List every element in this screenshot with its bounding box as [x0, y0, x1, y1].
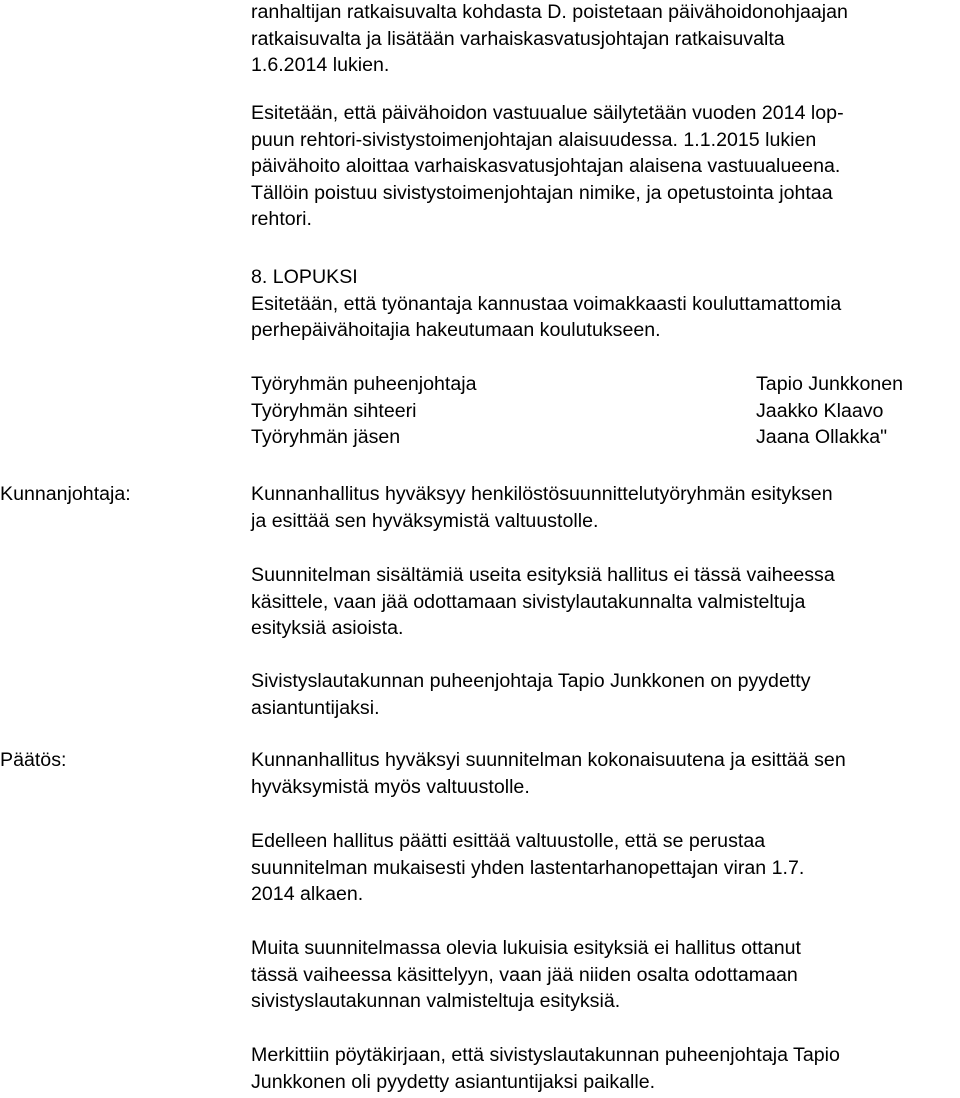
signature-name: Jaana Ollakka" — [756, 426, 888, 448]
lopuksi-paragraph: Esitetään, että työnantaja kannustaa voimakkaasti kouluttamattomia perhepäivähoitajia hakeutumaan koulutukseen. — [251, 292, 842, 341]
signature-role: Työryhmän sihteeri — [251, 399, 417, 422]
vastuualue-paragraph: Esitetään, että päivähoidon vastuualue säilytetään vuoden 2014 lop- puun rehtori-sivistystoimenjohtajan alaisuudessa. 1.1.2015 lukien päivähoito aloittaa varhaiskasvatusjohtajan alaisena vastuualueena. Tällöin poistuu sivistystoimenjohtajan nimike, ja opetustointa johtaa rehtori. — [251, 102, 844, 230]
signature-row — [251, 371, 960, 398]
signature-row — [251, 398, 960, 425]
signature-name: Tapio Junkkonen — [756, 373, 904, 395]
decision-paragraph: Merkittiin pöytäkirjaan, että sivistyslautakunnan puheenjohtaja Tapio Junkkonen oli pyydetty asiantuntijaksi paikalle. — [251, 1044, 840, 1093]
paatos-label: Päätös: — [0, 749, 67, 771]
signature-role: Työryhmän puheenjohtaja — [251, 373, 477, 395]
proposal-paragraph: Kunnanhallitus hyväksyy henkilöstösuunnittelutyöryhmän esityksen ja esittää sen hyväksymistä valtuustolle. — [251, 483, 833, 532]
decision-paragraph: Kunnanhallitus hyväksyi suunnitelman kokonaisuutena ja esittää sen hyväksymistä myös valtuustolle. — [251, 749, 846, 798]
proposal-paragraph: Suunnitelman sisältämiä useita esityksiä hallitus ei tässä vaiheessa käsittele, vaan jää odottamaan sivistylautakunnalta valmisteltuja esityksiä asioista. — [251, 564, 835, 639]
signature-name: Jaakko Klaavo — [756, 399, 884, 422]
decision-paragraph: Edelleen hallitus päätti esittää valtuustolle, että se perustaa suunnitelman mukaisesti yhden lastentarhanopettajan viran 1.7. 2014 alkaen. — [251, 830, 805, 905]
proposal-paragraph: Sivistyslautakunnan puheenjohtaja Tapio Junkkonen on pyydetty asiantuntijaksi. — [251, 670, 811, 719]
signature-block — [251, 371, 960, 451]
signature-row — [251, 424, 960, 451]
intro-paragraph: ranhaltijan ratkaisuvalta kohdasta D. poistetaan päivähoidonohjaajan ratkaisuvalta ja lisätään varhaiskasvatusjohtajan ratkaisuvalta 1.6.2014 lukien. — [251, 1, 848, 76]
decision-paragraph: Muita suunnitelmassa olevia lukuisia esityksiä ei hallitus ottanut tässä vaiheessa käsittelyyn, vaan jää niiden osalta odottamaan sivistyslautakunnan valmisteltuja esityksiä. — [251, 937, 801, 1012]
section-heading: 8. LOPUKSI — [251, 266, 358, 288]
kunnanjohtaja-label: Kunnanjohtaja: — [0, 483, 131, 505]
signature-role: Työryhmän jäsen — [251, 426, 401, 448]
